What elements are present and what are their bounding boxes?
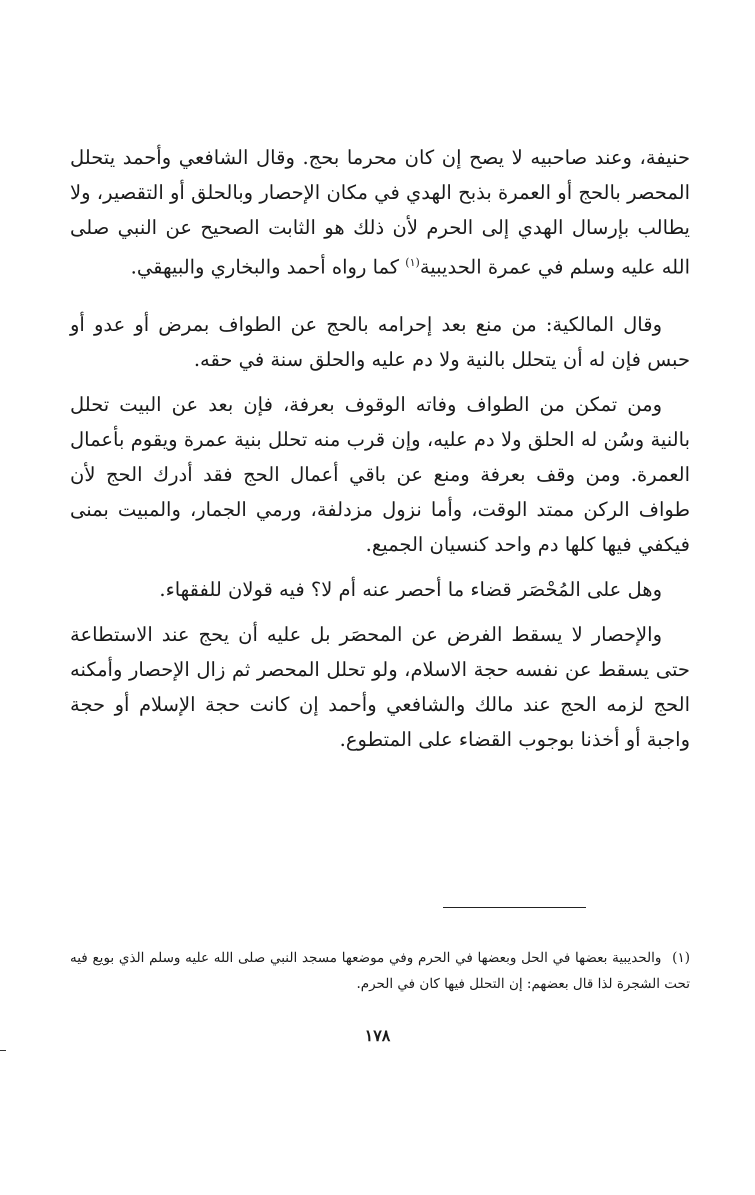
footnote [70,945,690,997]
page-number: ١٧٨ [364,1026,391,1045]
footnote-text: والحديبية بعضها في الحل وبعضها في الحرم وفي موضعها مسجد النبي صلى الله عليه وسلم الذي بويع فيه تحت الشجرة لذا قال بعضهم: إن التحلل فيها كان في الحرم. [70,950,690,992]
paragraph-1-tail: كما رواه أحمد والبخاري والبيهقي. [130,255,400,279]
paragraph-1-text: حنيفة، وعند صاحبيه لا يصح إن كان محرما بحج. وقال الشافعي وأحمد يتحلل المحصر بالحج أو العمرة بذبح الهدي في مكان الإحصار وبالحلق أو التقصير، ولا يطالب بإرسال الهدي إلى الحرم لأن ذلك هو الثابت الصحيح عن النبي صلى الله عليه وسلم في عمرة الحديبية [70,146,690,279]
paragraph-1 [70,140,690,285]
paragraph-5: والإحصار لا يسقط الفرض عن المحصَر بل عليه أن يحج عند الاستطاعة حتى يسقط عن نفسه حجة الاسلام، ولو تحلل المحصر ثم زال الإحصار وأمكنه الحج لزمه الحج عند مالك والشافعي وأحمد إن كانت حجة الإسلام أو حجة واجبة أو أخذنا بوجوب القضاء على المتطوع. [70,622,690,751]
paragraph-3: ومن تمكن من الطواف وفاته الوقوف بعرفة، فإن بعد عن البيت تحلل بالنية وسُن له الحلق ولا دم عليه، وإن قرب منه تحلل بنية عمرة ويقوم بأعمال العمرة. ومن وقف بعرفة ومنع عن باقي أعمال الحج فقد أدرك الحج لأن طواف الركن ممتد الوقت، وأما نزول مزدلفة، ورمي الجمار، والمبيت بمنى فيكفي فيها كلها دم واحد كنسيان الجميع. [70,392,690,556]
paragraph-4: وهل على المُحْصَر قضاء ما أحصر عنه أم لا؟ فيه قولان للفقهاء. [159,577,662,601]
footnote-marker: (١) [405,256,420,269]
margin-tick [0,1050,6,1051]
main-text-body [70,140,690,757]
paragraph-2: وقال المالكية: من منع بعد إحرامه بالحج عن الطواف بمرض أو عدو أو حبس فإن له أن يتحلل بالنية ولا دم عليه والحلق سنة في حقه. [70,312,690,371]
footnote-number: (١) [672,950,690,966]
footnote-separator [443,907,586,908]
